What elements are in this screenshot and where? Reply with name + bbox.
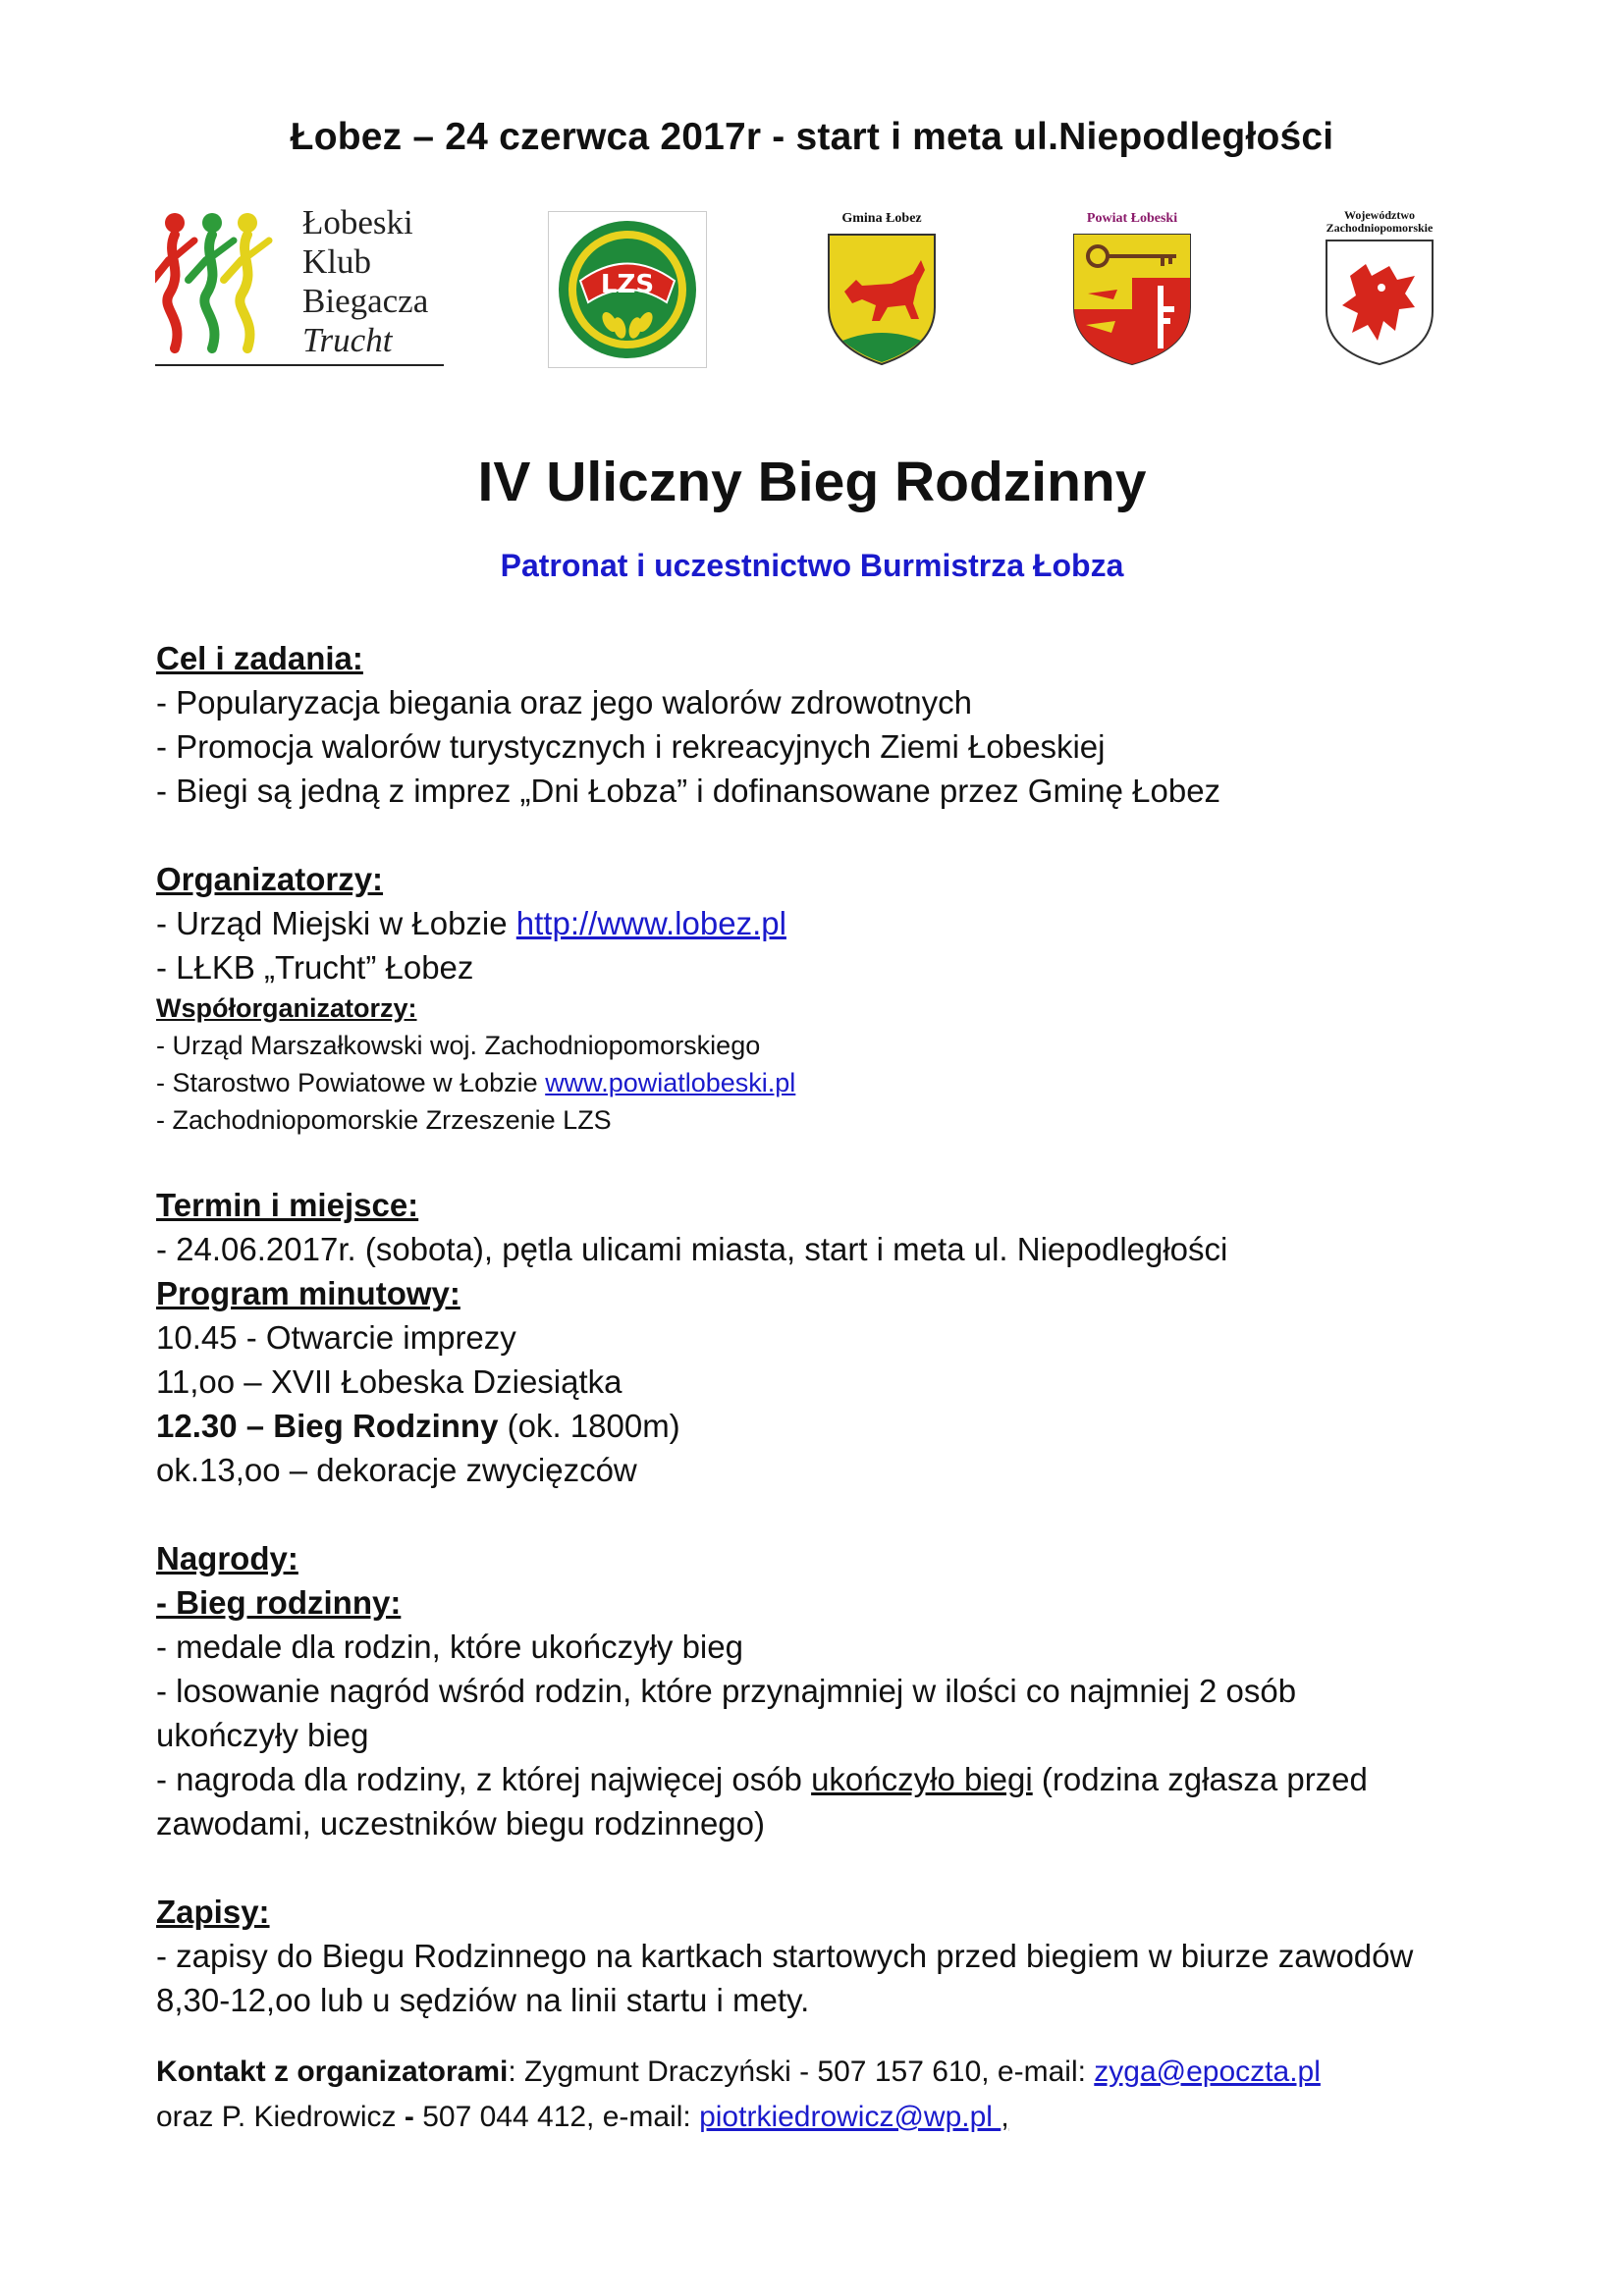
section-heading-nagrody: Nagrody: <box>156 1540 298 1576</box>
section-heading-organizatorzy: Organizatorzy: <box>156 861 384 897</box>
cel-item: - Popularyzacja biegania oraz jego walorów zdrowotnych <box>156 684 972 721</box>
lobez-link[interactable]: http://www.lobez.pl <box>515 905 786 941</box>
cel-item: - Biegi są jedną z imprez „Dni Łobza” i dofinansowane przez Gminę Łobez <box>156 773 1221 809</box>
llkb-trucht-logo <box>155 201 450 363</box>
termin-text: - 24.06.2017r. (sobota), pętla ulicami miasta, start i meta ul. Niepodległości <box>156 1231 1228 1267</box>
wolf-crest-icon <box>823 231 941 368</box>
lzs-logo-text: LZS <box>600 270 655 299</box>
nagroda-item: - losowanie nagród wśród rodzin, które przynajmniej w ilości co najmniej 2 osób ukończyły bieg <box>156 1673 1297 1753</box>
llkb-logo-line: Klub <box>302 242 371 281</box>
contact-text: : Zygmunt Draczyński - 507 157 610, e-mail: <box>508 2056 1095 2088</box>
llkb-logo-line: Biegacza <box>302 282 429 320</box>
spacer <box>156 1139 1531 1183</box>
contact-block <box>156 2050 1531 2140</box>
wspolorganizator-text: - Starostwo Powiatowe w Łobzie <box>156 1068 546 1097</box>
program-item-bold: 12.30 – Bieg Rodzinny <box>156 1408 499 1444</box>
section-heading-cel: Cel i zadania: <box>156 640 363 676</box>
section-heading-wspolorganizatorzy: Współorganizatorzy: <box>156 993 417 1023</box>
program-item <box>156 1404 1531 1448</box>
program-item: 10.45 - Otwarcie imprezy <box>156 1319 516 1356</box>
spacer <box>156 1492 1531 1536</box>
llkb-logo-underline <box>155 364 444 366</box>
program-item: ok.13,oo – dekoracje zwycięzców <box>156 1452 637 1488</box>
wojewodztwo-label-line: Zachodniopomorskie <box>1326 221 1434 235</box>
contact-text: oraz P. Kiedrowicz <box>156 2101 405 2133</box>
program-item-rest: (ok. 1800m) <box>498 1408 680 1444</box>
runners-icon <box>155 201 302 363</box>
contact-text: 507 044 412, e-mail: <box>413 2101 700 2133</box>
wojewodztwo-label-line: Województwo <box>1344 208 1415 222</box>
organizator-item: - LŁKB „Trucht” Łobez <box>156 949 474 986</box>
nagroda-item <box>156 1757 1393 1845</box>
main-title: IV Uliczny Bieg Rodzinny <box>477 451 1147 513</box>
cel-item: - Promocja walorów turystycznych i rekreacyjnych Ziemi Łobeskiej <box>156 728 1106 765</box>
logos-row <box>0 191 1624 378</box>
spacer <box>156 813 1531 857</box>
gmina-lobez-crest <box>823 211 941 368</box>
griffin-crest-icon <box>1321 237 1438 368</box>
nagroda-text-underlined: ukończyło biegi <box>811 1761 1033 1797</box>
powiat-crest-label: Powiat Łobeski <box>1086 211 1178 226</box>
contact-line-1 <box>156 2050 1531 2095</box>
section-heading-termin: Termin i miejsce: <box>156 1187 419 1223</box>
section-heading-zapisy: Zapisy: <box>156 1894 270 1930</box>
contact-dash: - <box>404 2101 414 2133</box>
powiat-link[interactable]: www.powiatlobeski.pl <box>545 1068 796 1097</box>
email-link-kiedrowicz[interactable]: piotrkiedrowicz@wp.pl <box>699 2101 1001 2133</box>
key-crest-icon <box>1068 231 1196 368</box>
wojewodztwo-crest <box>1316 209 1443 368</box>
organizator-item <box>156 901 1531 945</box>
contact-label: Kontakt z organizatorami <box>156 2056 509 2088</box>
wspolorganizator-item <box>156 1064 1531 1101</box>
wspolorganizator-item: - Zachodniopomorskie Zrzeszenie LZS <box>156 1105 612 1135</box>
nagroda-text: - nagroda dla rodziny, z której najwięcej osób <box>156 1761 812 1797</box>
llkb-logo-line: Łobeski <box>302 203 413 241</box>
program-item: 11,oo – XVII Łobeska Dziesiątka <box>156 1363 623 1400</box>
wspolorganizator-item: - Urząd Marszałkowski woj. Zachodniopomorskiego <box>156 1031 761 1060</box>
powiat-lobeski-crest <box>1068 211 1196 368</box>
subtitle: Patronat i uczestnictwo Burmistrza Łobza <box>500 548 1124 583</box>
contact-line-2 <box>156 2095 1531 2140</box>
wojewodztwo-crest-label <box>1316 209 1443 235</box>
contact-text: , <box>1001 2101 1009 2133</box>
organizator-text: - Urząd Miejski w Łobzie <box>156 905 516 941</box>
email-link-draczynski[interactable]: zyga@epoczta.pl <box>1094 2056 1321 2088</box>
lzs-logo <box>548 211 707 368</box>
subheading-bieg-rodzinny: - Bieg rodzinny: <box>156 1584 402 1621</box>
gmina-crest-label: Gmina Łobez <box>841 211 922 226</box>
llkb-logo-line: Trucht <box>302 321 393 359</box>
lzs-emblem-icon <box>549 212 706 367</box>
document-body <box>156 636 1531 2022</box>
nagroda-item: - medale dla rodzin, które ukończyły bieg <box>156 1629 743 1665</box>
nagroda-text: (rodzina zgłasza przed zawodami, uczestników biegu rodzinnego) <box>156 1761 1368 1842</box>
zapisy-text: - zapisy do Biegu Rodzinnego na kartkach startowych przed biegiem w biurze zawodów 8,30-12,oo lub u sędziów na linii startu i mety. <box>156 1938 1414 2018</box>
llkb-logo-text <box>302 203 428 360</box>
page-header: Łobez – 24 czerwca 2017r - start i meta ul.Niepodległości <box>290 116 1334 158</box>
section-heading-program: Program minutowy: <box>156 1275 460 1311</box>
spacer <box>156 1845 1531 1890</box>
